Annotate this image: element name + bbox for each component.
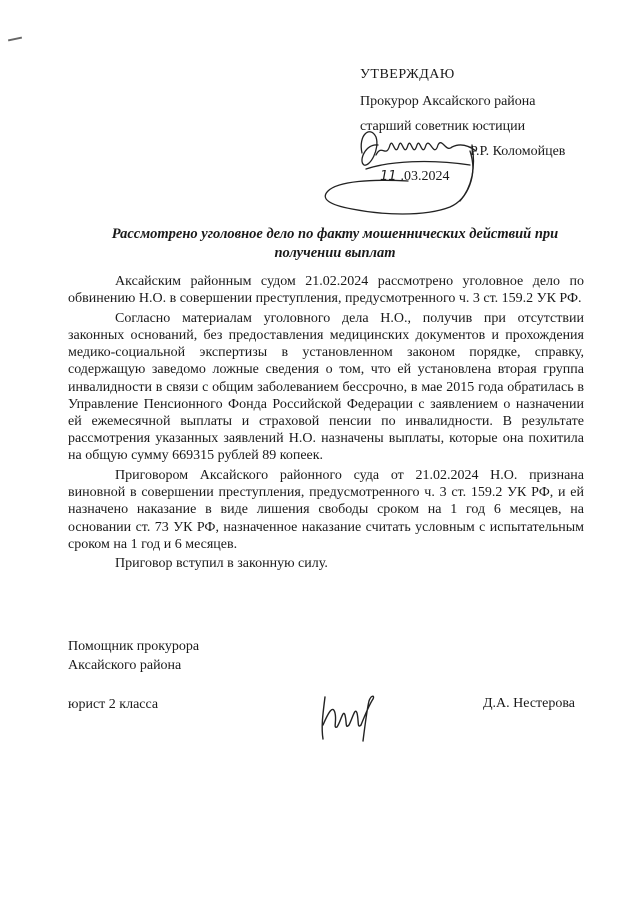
signer-rank: юрист 2 класса — [68, 697, 159, 712]
scan-mark — [8, 37, 22, 42]
approval-title: УТВЕРЖДАЮ — [360, 67, 455, 82]
paragraph: Приговором Аксайского районного суда от 21.02.2024 Н.О. признана виновной в совершении преступления, предусмотренного ч. 3 ст. 159.2 УК РФ, и ей назначено наказание в виде лишения свободы сроком на 1 год 6 месяцев, на основании ст. 73 УК РФ, назначенное наказание считать условным с испытательным сроком на 1 год и 6 месяцев. — [68, 468, 584, 552]
signer-position-line1: Помощник прокурора — [68, 639, 200, 654]
paragraph: Согласно материалам уголовного дела Н.О., получив при отсутствии законных оснований, без предоставления медицинских документов и прохождения медико-социальной экспертизы в установленном законом порядке, справку, содержащую заведомо ложные сведения о том, что ей установлена вторая группа инвалидности в связи с общим заболеванием бессрочно, в мае 2015 года обратилась в Управление Пенсионного Фонда Российской Федерации с заявлением о назначении ей ежемесячной выплаты и страховой пенсии по инвалидности. В результате рассмотрения указанных заявлений Н.О. назначены выплаты, которые она похитила на общую сумму 669315 рублей 89 копеек. — [68, 310, 584, 464]
signer-name: Д.А. Нестерова — [483, 696, 576, 711]
paragraph: Приговор вступил в законную силу. — [115, 556, 328, 572]
approval-date-text: .03.2024 — [400, 169, 450, 184]
approval-name: Р.Р. Коломойцев — [470, 144, 566, 159]
assistant-signature — [315, 685, 385, 745]
approval-rank: старший советник юстиции — [360, 119, 526, 134]
approval-position: Прокурор Аксайского района — [360, 94, 536, 109]
document-heading: Рассмотрено уголовное дело по факту мошеннических действий при получении выплат — [111, 226, 559, 261]
approval-day: 11 — [380, 169, 397, 184]
signer-position-line2: Аксайского района — [68, 658, 182, 673]
paragraph: Аксайским районным судом 21.02.2024 рассмотрено уголовное дело по обвинению Н.О. в совершении преступления, предусмотренного ч. 3 ст. 159.2 УК РФ. — [68, 274, 584, 307]
document-body — [68, 273, 584, 575]
prosecutor-signature — [300, 115, 500, 220]
